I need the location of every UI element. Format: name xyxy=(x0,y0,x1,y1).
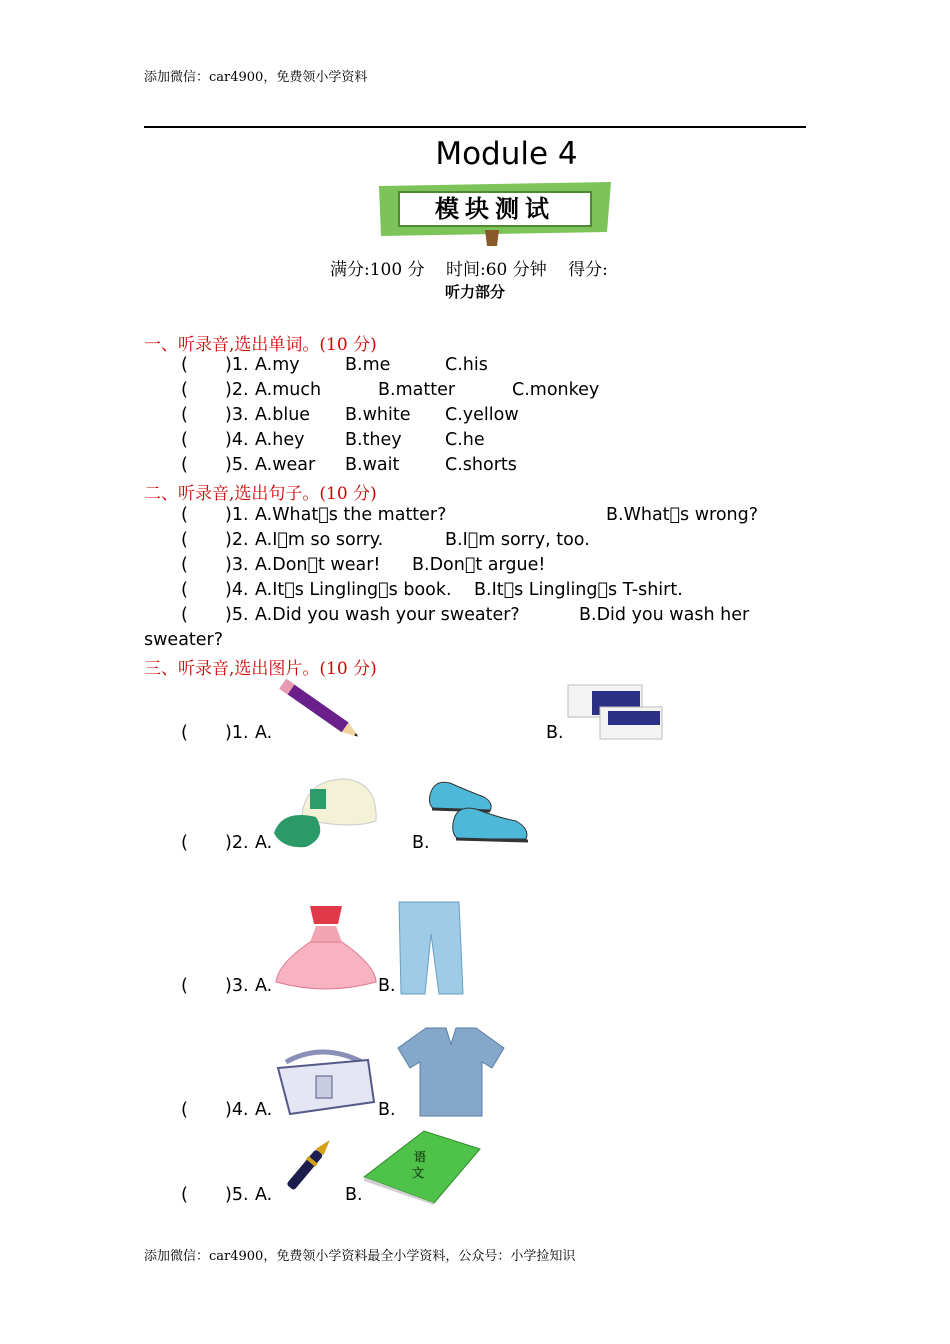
item-number: )4. xyxy=(225,580,249,600)
jeans-picture xyxy=(395,900,465,996)
svg-text:语: 语 xyxy=(414,1150,427,1164)
answer-paren[interactable]: ( xyxy=(181,833,188,853)
item-number: )4. xyxy=(225,430,249,450)
item-number: )5. xyxy=(225,455,249,475)
sneakers-picture xyxy=(428,775,534,853)
answer-paren[interactable]: ( xyxy=(181,405,188,425)
item-number: )3. xyxy=(225,976,249,996)
option-b: B.I m sorry, too. xyxy=(445,530,590,550)
option-a: A. xyxy=(255,723,273,743)
answer-paren[interactable]: ( xyxy=(181,1185,188,1205)
answer-paren[interactable]: ( xyxy=(181,555,188,575)
option-a: A.It s Lingling s book. xyxy=(255,580,452,600)
full-score: 满分:100 分 xyxy=(330,260,425,280)
option-c: C.monkey xyxy=(512,380,600,400)
option-a: A.Did you wash your sweater? xyxy=(255,605,520,625)
s2-item-5-cont: sweater? xyxy=(144,630,224,650)
eraser-picture xyxy=(566,683,666,741)
option-a: A.What s the matter? xyxy=(255,505,447,525)
book-picture xyxy=(362,1125,482,1205)
exam-meta xyxy=(330,255,624,280)
option-c: C.he xyxy=(445,430,485,450)
option-c: C.his xyxy=(445,355,488,375)
pen-picture xyxy=(272,1128,344,1204)
part-title: 听力部分 xyxy=(444,283,505,301)
option-b: B. xyxy=(345,1185,363,1205)
section1-heading: 一、听录音,选出单词。(10 分) xyxy=(144,335,377,355)
answer-paren[interactable]: ( xyxy=(181,505,188,525)
score-field: 得分: xyxy=(568,260,608,280)
answer-paren[interactable]: ( xyxy=(181,530,188,550)
option-a: A. xyxy=(255,1185,273,1205)
answer-paren[interactable]: ( xyxy=(181,723,188,743)
item-number: )1. xyxy=(225,723,249,743)
item-number: )1. xyxy=(225,355,249,375)
page-title: Module 4 xyxy=(435,136,578,172)
option-b: B.What s wrong? xyxy=(606,505,759,525)
item-number: )4. xyxy=(225,1100,249,1120)
option-a: A.I m so sorry. xyxy=(255,530,384,550)
item-number: )2. xyxy=(225,380,249,400)
footer-watermark: 添加微信：car4900，免费领小学资料最全小学资料，公众号：小学捡知识 xyxy=(144,1249,576,1264)
answer-paren[interactable]: ( xyxy=(181,380,188,400)
answer-paren[interactable]: ( xyxy=(181,580,188,600)
option-b: B.wait xyxy=(345,455,400,475)
time-limit: 时间:60 分钟 xyxy=(446,260,547,280)
item-number: )2. xyxy=(225,530,249,550)
section3-heading: 三、听录音,选出图片。(10 分) xyxy=(144,659,377,679)
item-number: )3. xyxy=(225,405,249,425)
option-b: B.white xyxy=(345,405,411,425)
item-number: )2. xyxy=(225,833,249,853)
item-number: )5. xyxy=(225,1185,249,1205)
option-b: B. xyxy=(378,1100,396,1120)
item-number: )3. xyxy=(225,555,249,575)
option-a: A. xyxy=(255,1100,273,1120)
option-a: A.wear xyxy=(255,455,316,475)
option-b: B.they xyxy=(345,430,402,450)
option-b: B. xyxy=(378,976,396,996)
item-number: )1. xyxy=(225,505,249,525)
option-b: B. xyxy=(546,723,564,743)
bag-picture xyxy=(272,1046,378,1120)
answer-paren[interactable]: ( xyxy=(181,455,188,475)
option-a: A. xyxy=(255,976,273,996)
tshirt-picture xyxy=(396,1024,506,1118)
answer-paren[interactable]: ( xyxy=(181,605,188,625)
dress-picture xyxy=(272,902,380,994)
banner-text: 模块测试 xyxy=(435,195,555,223)
option-a: A. xyxy=(255,833,273,853)
option-a: A.blue xyxy=(255,405,311,425)
option-a: A.hey xyxy=(255,430,305,450)
svg-text:文: 文 xyxy=(412,1166,425,1180)
banner xyxy=(375,180,615,246)
answer-paren[interactable]: ( xyxy=(181,355,188,375)
option-c: C.shorts xyxy=(445,455,517,475)
answer-paren[interactable]: ( xyxy=(181,976,188,996)
pencil-picture xyxy=(272,678,368,744)
option-b: B.Did you wash her xyxy=(579,605,750,625)
option-c: C.yellow xyxy=(445,405,519,425)
option-b: B.me xyxy=(345,355,391,375)
section2-heading: 二、听录音,选出句子。(10 分) xyxy=(144,484,377,504)
answer-paren[interactable]: ( xyxy=(181,1100,188,1120)
cap-picture xyxy=(272,775,382,851)
option-b: B. xyxy=(412,833,430,853)
option-a: A.much xyxy=(255,380,322,400)
header-watermark: 添加微信：car4900，免费领小学资料 xyxy=(144,70,368,85)
header-rule xyxy=(144,126,806,128)
option-a: A.my xyxy=(255,355,300,375)
item-number: )5. xyxy=(225,605,249,625)
option-b: B.Don t argue! xyxy=(412,555,546,575)
option-a: A.Don t wear! xyxy=(255,555,381,575)
answer-paren[interactable]: ( xyxy=(181,430,188,450)
option-b: B.It s Lingling s T-shirt. xyxy=(474,580,683,600)
option-b: B.matter xyxy=(378,380,456,400)
